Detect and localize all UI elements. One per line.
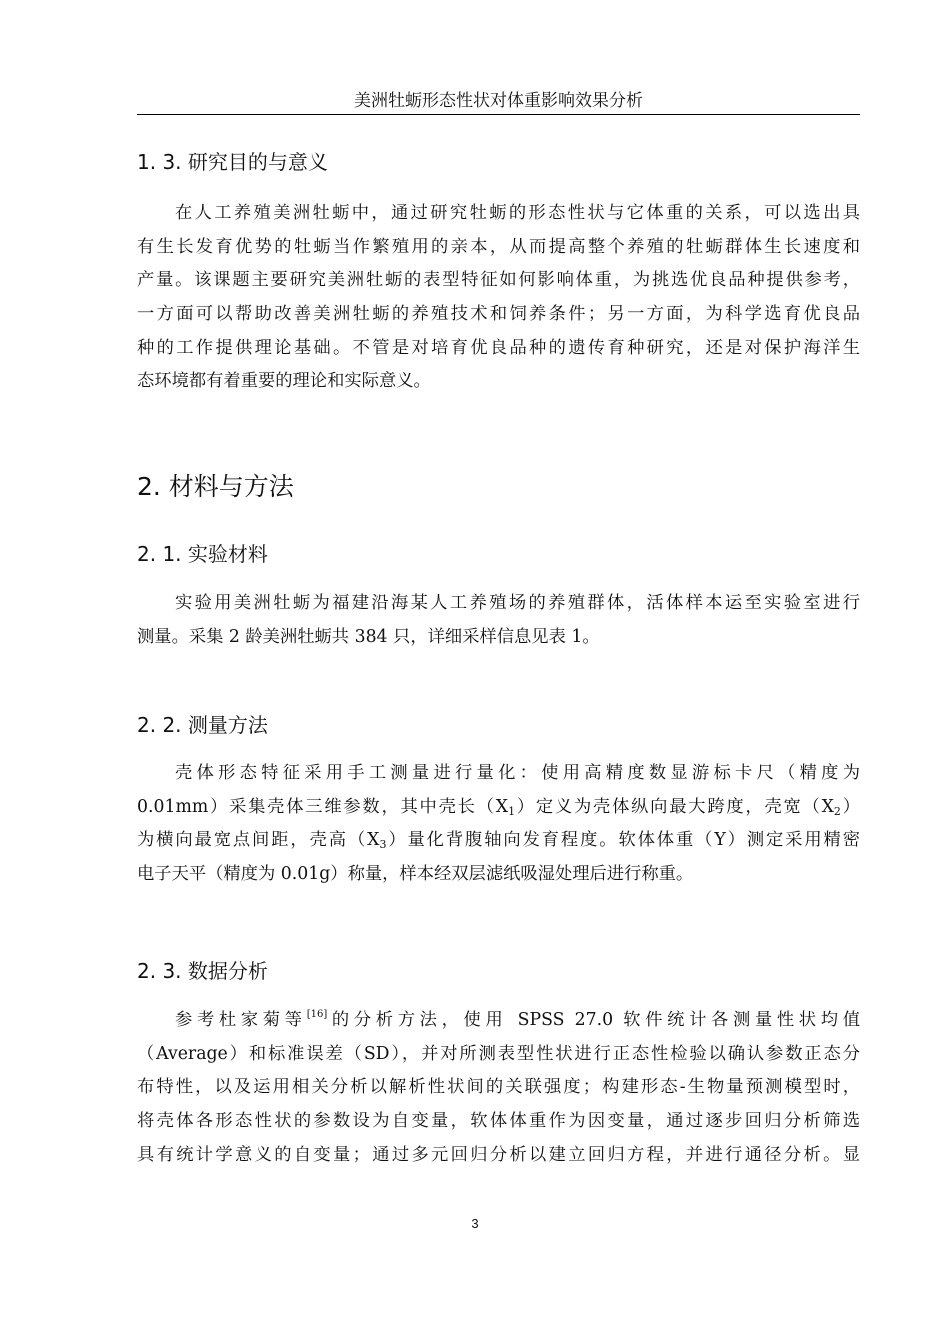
text-line: 态环境都有着重要的理论和实际意义。 (137, 371, 431, 392)
paragraph-2-2 (137, 757, 860, 892)
text-line: 为横向最宽点间距，壳高$(X_3)$量化背腹轴向发育程度。软体体重（Y）测定采用精密 (137, 830, 860, 852)
text-line: 产量。该课题主要研究美洲牡蛎的表型特征如何影响体重，为挑选优良品种提供参考， (137, 270, 860, 291)
section-heading-2: 2. 材料与方法 (137, 472, 294, 501)
section-heading-2-3: 2. 3. 数据分析 (137, 959, 268, 983)
text-line: 0.01mm）采集壳体三维参数，其中壳长$(X_1)$定义为壳体纵向最大跨度，壳宽$(X_2)$ (137, 796, 860, 818)
text-line: 在人工养殖美洲牡蛎中，通过研究牡蛎的形态性状与它体重的关系，可以选出具 (175, 203, 860, 223)
text-line: 参考杜家菊等[16]的分析方法，使用 SPSS 27.0 软件统计各测量性状均值 (175, 1009, 860, 1030)
text-line: 电子天平（精度为 0.01g）称量，样本经双层滤纸吸湿处理后进行称重。 (137, 864, 694, 885)
text-line: 一方面可以帮助改善美洲牡蛎的养殖技术和饲养条件；另一方面，为科学选育优良品 (137, 304, 860, 325)
section-heading-1-3: 1. 3. 研究目的与意义 (137, 150, 328, 174)
text-line: 实验用美洲牡蛎为福建沿海某人工养殖场的养殖群体，活体样本运至实验室进行 (175, 593, 860, 613)
text-line: （Average）和标准误差（SD），并对所测表型性状进行正态性检验以确认参数正态分 (137, 1043, 860, 1064)
section-heading-2-2: 2. 2. 测量方法 (137, 713, 268, 737)
header-rule (137, 114, 860, 115)
text-line: 有生长发育优势的牡蛎当作繁殖用的亲本，从而提高整个养殖的牡蛎群体生长速度和 (137, 236, 860, 257)
text-line: 将壳体各形态性状的参数设为自变量，软体体重作为因变量，通过逐步回归分析筛选 (137, 1111, 860, 1132)
paragraph-2-1 (137, 587, 860, 654)
paragraph-1-3 (137, 197, 860, 399)
paragraph-2-3 (137, 1004, 860, 1172)
text-line: 种的工作提供理论基础。不管是对培育优良品种的遗传育种研究，还是对保护海洋生 (137, 337, 860, 358)
text-line: 布特性，以及运用相关分析以解析性状间的关联强度；构建形态-生物量预测模型时， (137, 1077, 860, 1098)
section-heading-2-1: 2. 1. 实验材料 (137, 542, 268, 566)
running-header: 美洲牡蛎形态性状对体重影响效果分析 (354, 91, 643, 111)
text-line: 具有统计学意义的自变量；通过多元回归分析以建立回归方程，并进行通径分析。显 (137, 1144, 860, 1165)
page-number: 3 (471, 1216, 479, 1231)
citation: [16] (306, 1009, 328, 1020)
text-line: 壳体形态特征采用手工测量进行量化：使用高精度数显游标卡尺（精度为 (175, 763, 860, 783)
text-line: 测量。采集 2 龄美洲牡蛎共 384 只，详细采样信息见表 1。 (137, 626, 600, 647)
